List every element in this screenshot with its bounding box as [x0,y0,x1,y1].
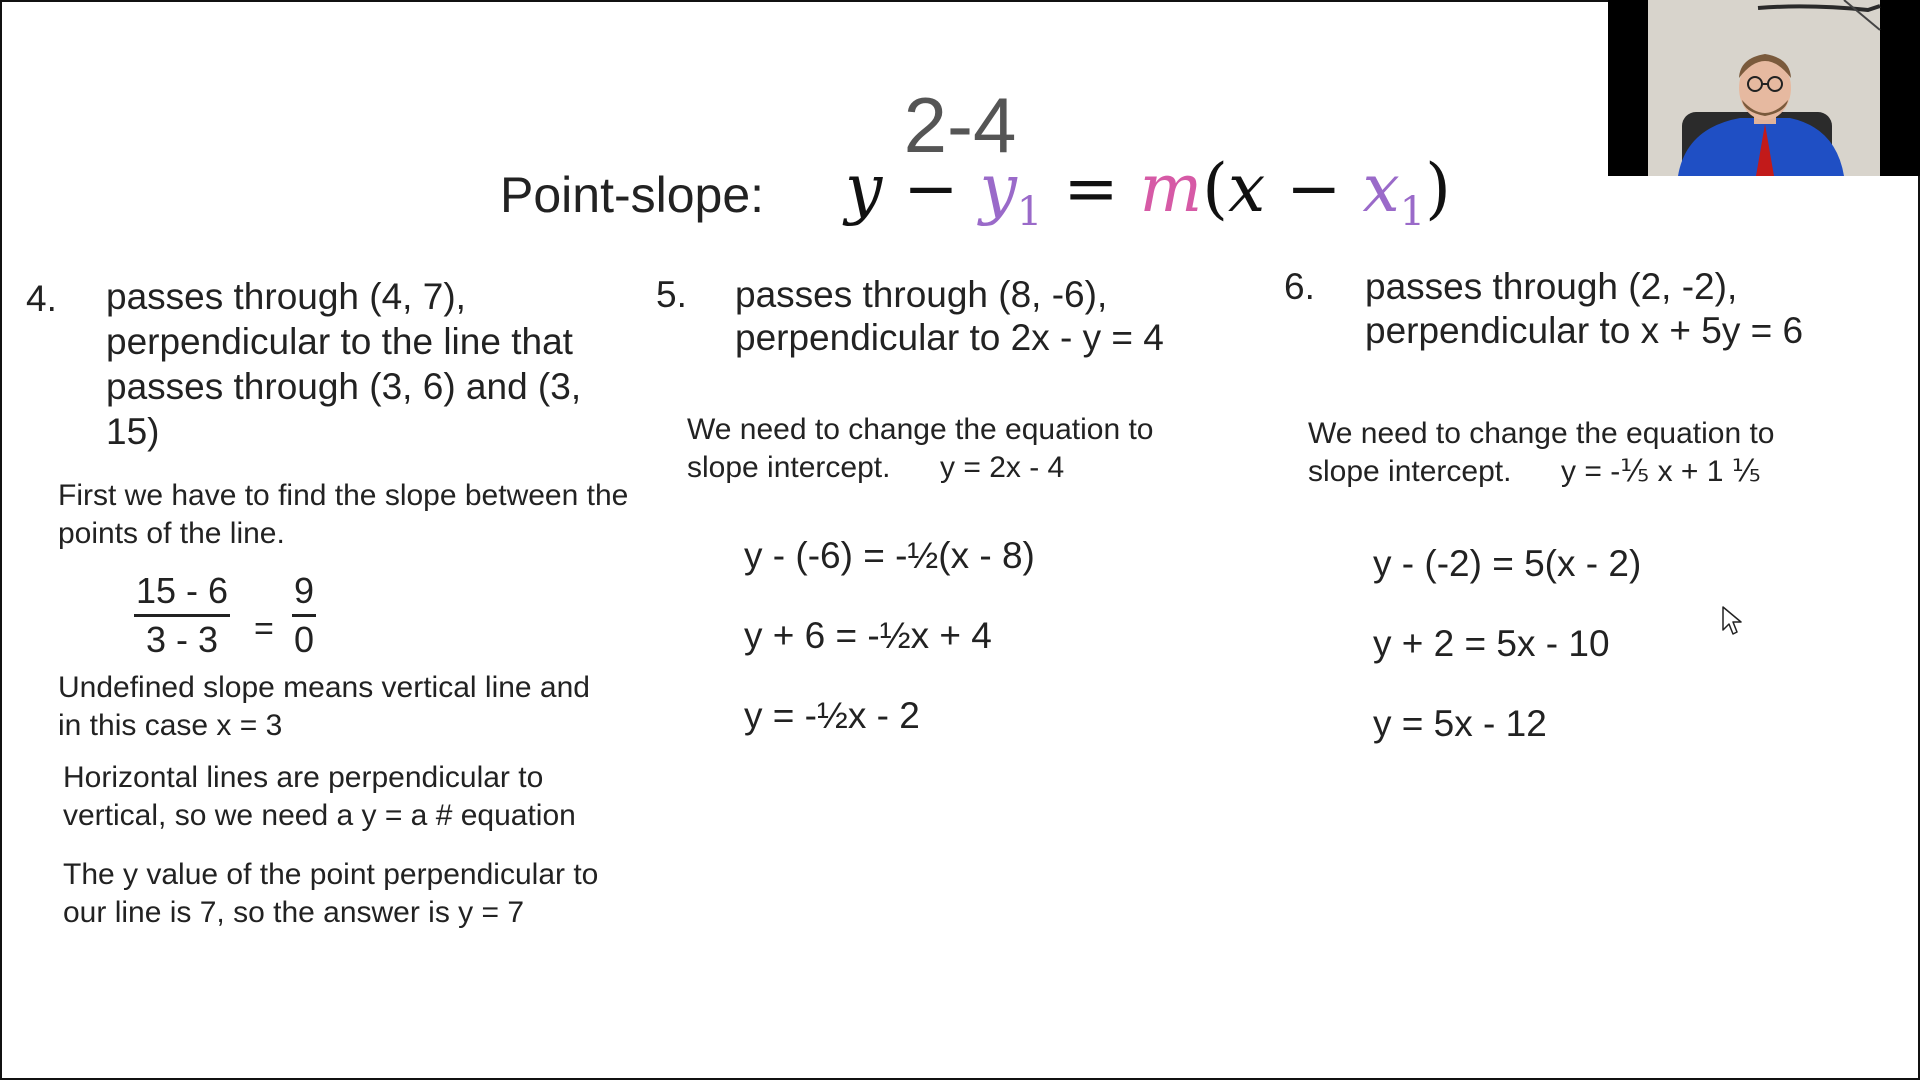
problem-5-step-2: y + 6 = -½x + 4 [744,615,992,656]
problem-6-slope-intercept: y = -⅕ x + 1 ⅕ [1561,455,1761,488]
formula-y: y [845,150,883,227]
point-slope-label: Point-slope: [500,167,765,223]
formula-minus: − [903,150,959,227]
fraction-numerator-left: 15 - 6 [134,570,230,617]
problem-4-note-4: The y value of the point perpendicular to our line is 7, so the answer is y = 7 [63,858,599,929]
presenter-webcam [1608,0,1920,176]
problem-6-step-3: y = 5x - 12 [1373,703,1547,744]
problem-6-note-line-1: We need to change the equation to [1308,417,1775,450]
problem-6-step-1: y - (-2) = 5(x - 2) [1373,543,1642,584]
formula-equals: = [1063,150,1119,227]
formula-lparen: ( [1202,150,1228,227]
formula-x1-base: x [1362,150,1400,227]
presenter-webcam-image [1608,0,1920,176]
formula-rparen: ) [1425,150,1451,227]
formula-x: x [1227,150,1266,227]
problem-6-number: 6. [1284,266,1315,307]
problem-5-statement-line-1: passes through (8, -6), [735,274,1108,315]
problem-5-slope-intercept: y = 2x - 4 [940,451,1065,484]
problem-4-note-1: First we have to find the slope between the points of the line. [58,479,629,550]
formula-y1 [979,150,1043,236]
problem-5-step-1: y - (-6) = -½(x - 8) [744,535,1035,576]
problem-6-step-2: y + 2 = 5x - 10 [1373,623,1610,664]
problem-5-note-line-2: slope intercept. [687,451,891,484]
problem-5-note-line-1: We need to change the equation to [687,413,1154,446]
problem-4-statement: passes through (4, 7), perpendicular to the line that passes through (3, 6) and (3, 15) [106,276,582,452]
slope-fraction-left [134,570,230,661]
problem-4-number: 4. [26,278,57,319]
formula-y1-sub: 1 [1016,189,1043,236]
fraction-numerator-right: 9 [292,570,316,617]
problem-6-note-line-2: slope intercept. [1308,455,1512,488]
problem-5-step-3: y = -½x - 2 [744,695,920,736]
formula-minus-2: − [1286,150,1342,227]
fraction-equals: = [254,610,274,648]
problem-5-statement-line-2: perpendicular to 2x - y = 4 [735,317,1164,358]
slope-fraction-right [292,570,316,661]
slide-title: 2-4 [903,81,1017,169]
problem-5-number: 5. [656,274,687,315]
problem-6-statement-line-2: perpendicular to x + 5y = 6 [1365,310,1804,351]
problem-4-note-3: Horizontal lines are perpendicular to vertical, so we need a y = a # equation [63,761,576,832]
mouse-pointer-icon [1722,606,1742,636]
problem-4-note-2: Undefined slope means vertical line and in this case x = 3 [58,671,590,742]
problem-6-statement-line-1: passes through (2, -2), [1365,266,1738,307]
fraction-denominator-right: 0 [294,619,315,660]
point-slope-formula [845,150,1451,235]
formula-y1-base: y [979,150,1017,227]
formula-x1-sub: 1 [1399,189,1426,236]
formula-slope-m: m [1139,150,1203,227]
fraction-denominator-left: 3 - 3 [146,619,219,660]
formula-x1 [1362,150,1426,236]
